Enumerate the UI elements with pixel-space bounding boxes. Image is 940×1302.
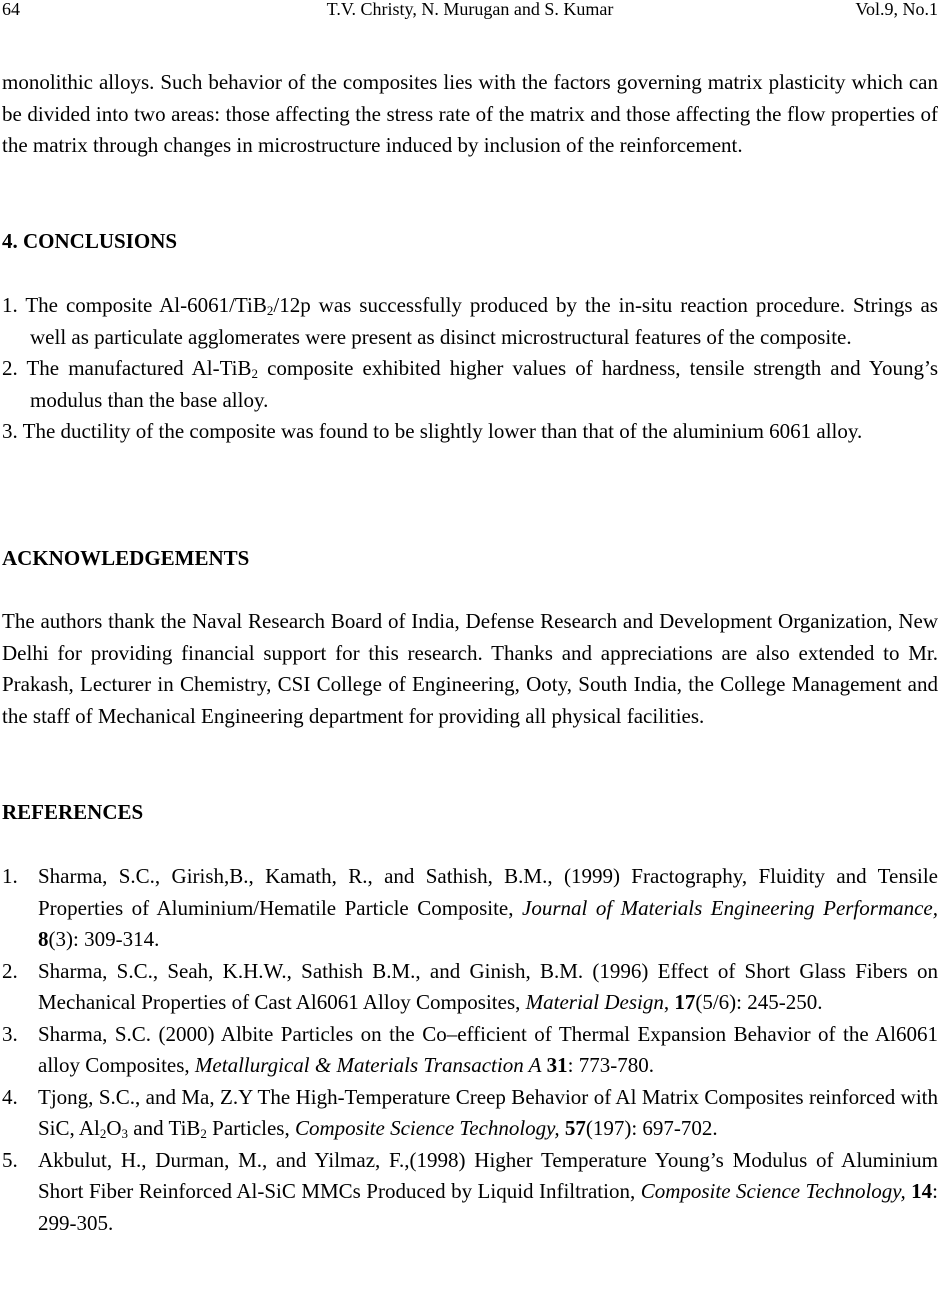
subscript: 2	[266, 303, 274, 318]
page-number: 64	[2, 0, 20, 19]
reference-number: 1.	[2, 864, 18, 888]
references-list	[2, 861, 938, 1239]
conclusion-text: composite exhibited higher values of hardness, tensile strength and Young’s modulus than the base alloy.	[30, 356, 938, 412]
conclusion-item	[2, 353, 938, 416]
conclusions-heading: 4. CONCLUSIONS	[2, 229, 178, 253]
header-authors: T.V. Christy, N. Murugan and S. Kumar	[326, 0, 614, 19]
running-header	[2, 0, 938, 22]
subscript: 2	[99, 1126, 107, 1141]
reference-journal: Composite Science Technology,	[294, 1116, 560, 1140]
reference-number: 2.	[2, 958, 18, 983]
subscript: 3	[121, 1126, 129, 1141]
reference-authors: Particles,	[206, 1116, 295, 1140]
intro-paragraph: monolithic alloys. Such behavior of the composites lies with the factors governing matrix plasticity which can be divided into two areas: those affecting the stress rate of the matrix and those affecting the flow properties of the matrix through changes in microstructure induced by inclusion of the reinforcement.	[2, 70, 938, 157]
reference-authors: Sharma, S.C., Seah, K.H.W., Sathish B.M., and Ginish, B.M. (1996) Effect of Short Glass Fibers on Mechanical Properties of Cast Al6061 Alloy Composites,	[38, 958, 938, 1014]
reference-item	[2, 1145, 938, 1240]
subscript: 2	[200, 1126, 207, 1141]
reference-volume: 31	[546, 1053, 568, 1077]
acknowledgements-paragraph: The authors thank the Naval Research Board of India, Defense Research and Development Organization, New Delhi for providing financial support for this research. Thanks and appreciations are also extended to Mr. Prakash, Lecturer in Chemistry, CSI College of Engineering, Ooty, South India, the College Management and the staff of Mechanical Engineering department for providing all physical facilities.	[2, 609, 938, 728]
reference-volume: 8	[38, 927, 49, 951]
conclusion-number: 1.	[2, 293, 18, 317]
reference-journal: Metallurgical & Materials Transaction A	[194, 1053, 542, 1077]
acknowledgements-heading: ACKNOWLEDGEMENTS	[2, 546, 250, 570]
reference-pages: : 773-780.	[567, 1053, 654, 1077]
reference-authors: Tjong, S.C., and Ma, Z.Y The High-Temperature Creep Behavior of Al Matrix Composites reinforced with SiC, Al	[38, 1084, 938, 1140]
header-volume: Vol.9, No.1	[855, 0, 938, 19]
reference-authors: Akbulut, H., Durman, M., and Yilmaz, F.,(1998) Higher Temperature Young’s Modulus of Aluminium Short Fiber Reinforced Al-SiC MMCs Produced by Liquid Infiltration,	[38, 1147, 938, 1203]
reference-pages: : 299-305.	[38, 1179, 939, 1235]
reference-authors: O	[106, 1116, 122, 1140]
reference-authors: Sharma, S.C. (2000) Albite Particles on the Co–efficient of Thermal Expansion Behavior of the Al6061 alloy Composites,	[38, 1021, 938, 1077]
reference-volume: 17	[674, 990, 696, 1014]
reference-authors: Sharma, S.C., Girish,B., Kamath, R., and Sathish, B.M., (1999) Fractography, Fluidity and Tensile Properties of Aluminium/Hematile Particle Composite,	[38, 864, 938, 920]
conclusions-list	[2, 290, 938, 448]
conclusion-item	[2, 290, 938, 353]
reference-pages: (197): 697-702.	[585, 1116, 718, 1140]
reference-pages: (3): 309-314.	[48, 927, 160, 951]
reference-number: 5.	[2, 1147, 18, 1172]
reference-pages: (5/6): 245-250.	[695, 990, 823, 1014]
reference-journal: Composite Science Technology,	[640, 1179, 906, 1203]
subscript: 2	[251, 366, 259, 381]
conclusion-number: 3.	[2, 419, 18, 443]
conclusion-text: The composite Al-6061/TiB	[25, 293, 267, 317]
reference-number: 3.	[2, 1021, 18, 1046]
reference-journal: Material Design	[525, 990, 664, 1014]
reference-item	[2, 1019, 938, 1082]
conclusion-text: /12p was successfully produced by the in-situ reaction procedure. Strings as well as particulate agglomerates were present as disinct microstructural features of the composite.	[30, 293, 938, 349]
reference-volume: 14	[911, 1179, 933, 1203]
reference-number: 4.	[2, 1084, 18, 1109]
reference-item	[2, 1082, 938, 1145]
reference-authors: and TiB	[128, 1116, 201, 1140]
conclusion-number: 2.	[2, 356, 18, 380]
reference-item	[2, 956, 938, 1019]
conclusion-item	[2, 416, 938, 448]
reference-volume: 57	[564, 1116, 586, 1140]
conclusion-text: The manufactured Al-TiB	[26, 356, 252, 380]
reference-item	[2, 861, 938, 956]
reference-journal: Journal of Materials Engineering Performance,	[522, 895, 938, 920]
references-heading: REFERENCES	[2, 800, 144, 824]
reference-separator: ,	[663, 990, 675, 1014]
conclusion-text: The ductility of the composite was found to be slightly lower than that of the aluminium 6061 alloy.	[22, 419, 863, 443]
